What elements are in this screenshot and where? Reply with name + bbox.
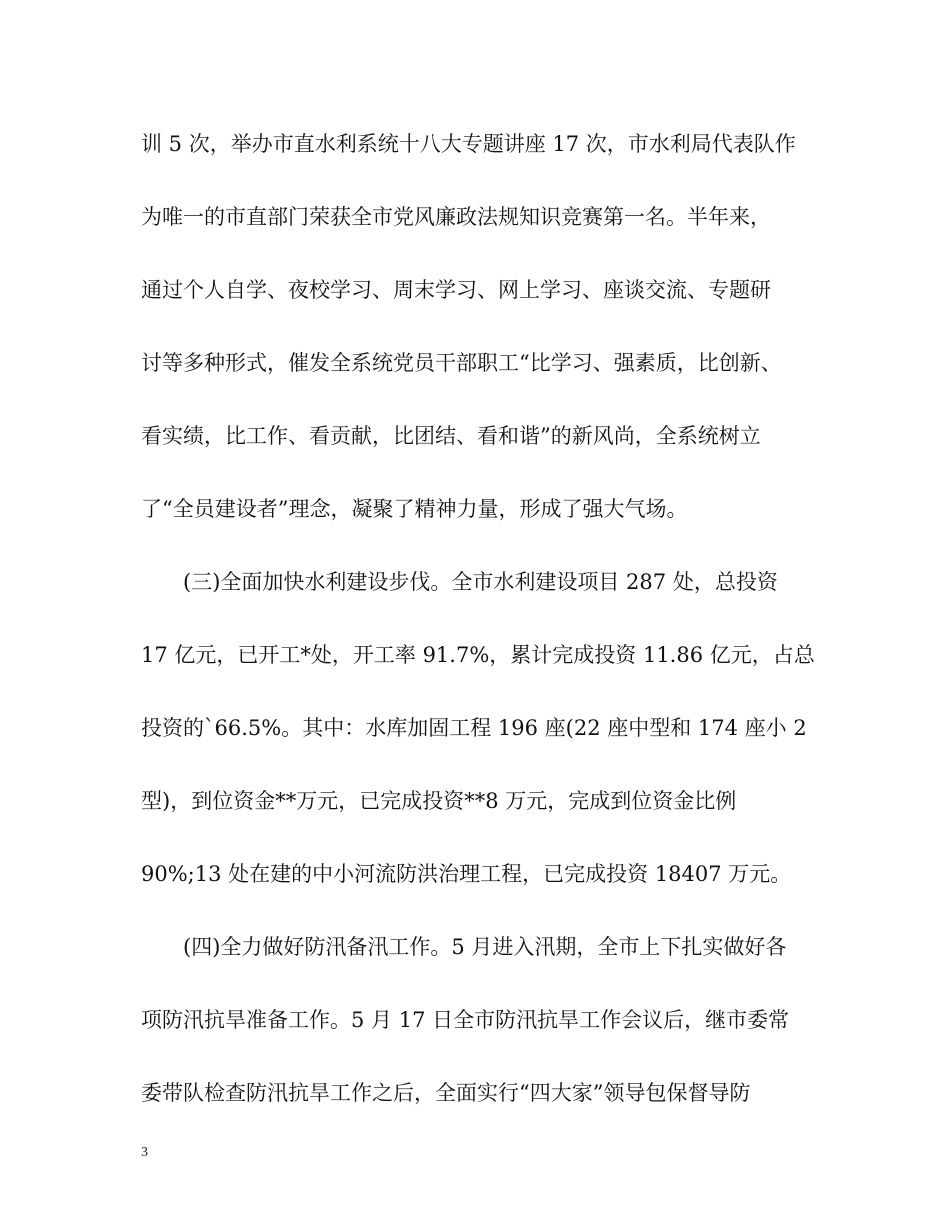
text-line-12: (四)全力做好防汛备汛工作。5 月进入汛期，全市上下扎实做好各 — [183, 935, 787, 959]
text-line-13: 项防汛抗旱准备工作。5 月 17 日全市防汛抗旱工作会议后，继市委常 — [141, 1008, 790, 1032]
text-line-3: 通过个人自学、夜校学习、周末学习、网上学习、座谈交流、专题研 — [141, 278, 771, 302]
text-line-4: 讨等多种形式，催发全系统党员干部职工“比学习、强素质，比创新、 — [141, 351, 782, 375]
text-line-1: 训 5 次，举办市直水利系统十八大专题讲座 17 次，市水利局代表队作 — [141, 132, 796, 156]
page-number: 3 — [141, 1145, 148, 1160]
text-line-9: 投资的`66.5%。其中：水库加固工程 196 座(22 座中型和 174 座小 2 — [141, 716, 807, 740]
text-line-5: 看实绩，比工作、看贡献，比团结、看和谐”的新风尚，全系统树立 — [141, 424, 761, 448]
text-line-10: 型)，到位资金**万元，已完成投资**8 万元，完成到位资金比例 — [141, 789, 737, 813]
text-line-8: 17 亿元，已开工*处，开工率 91.7%，累计完成投资 11.86 亿元，占总 — [141, 643, 815, 667]
text-line-6: 了“全员建设者”理念，凝聚了精神力量，形成了强大气场。 — [141, 497, 688, 521]
text-line-14: 委带队检查防汛抗旱工作之后，全面实行“四大家”领导包保督导防 — [141, 1081, 751, 1105]
text-line-11: 90%;13 处在建的中小河流防洪治理工程，已完成投资 18407 万元。 — [141, 862, 792, 886]
text-line-2: 为唯一的市直部门荣获全市党风廉政法规知识竞赛第一名。半年来， — [141, 205, 771, 229]
text-line-7: (三)全面加快水利建设步伐。全市水利建设项目 287 处，总投资 — [183, 570, 778, 594]
